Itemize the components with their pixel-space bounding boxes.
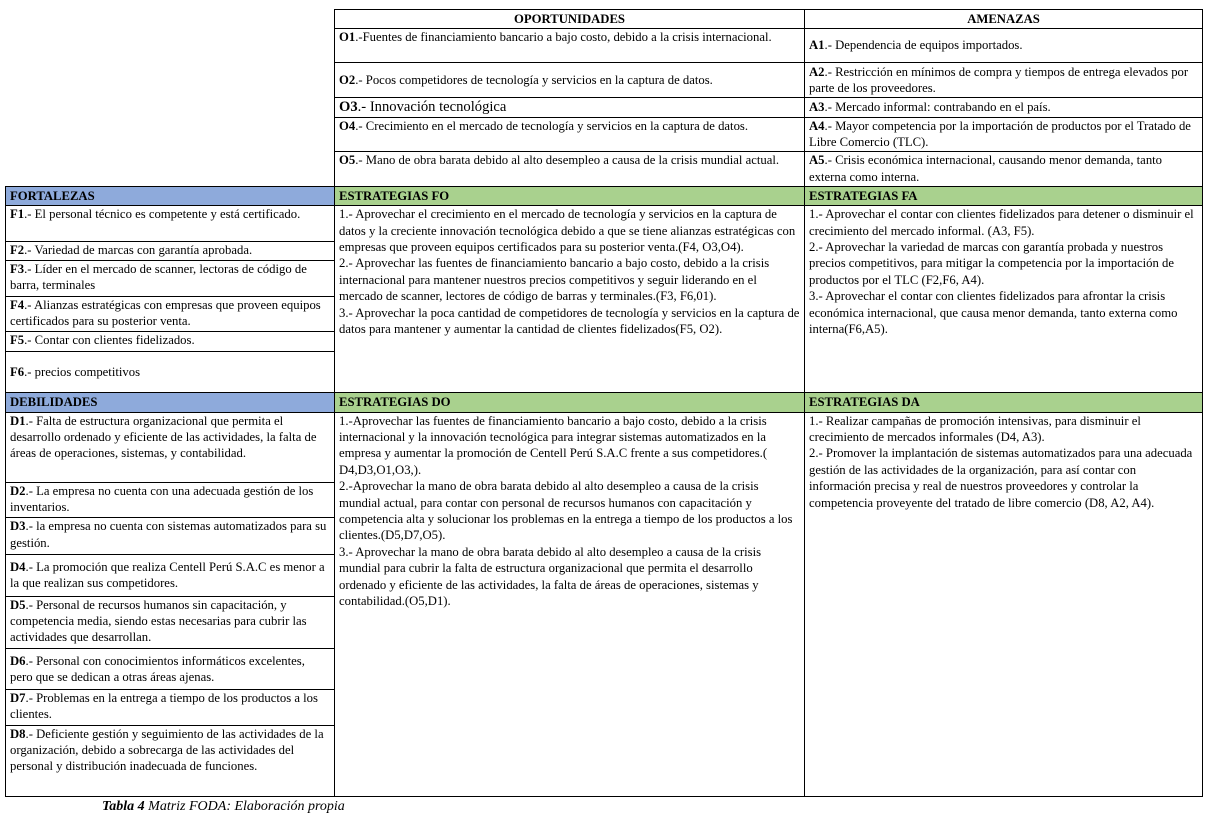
strategy-fa-1: 1.- Aprovechar el contar con clientes fidelizados para detener o disminuir el crecimiento del mercado informal. (A3, F5). <box>809 207 1194 238</box>
estrategias-fa-body <box>805 206 1203 393</box>
threat-a5: A5.- Crisis económica internacional, causando menor demanda, tanto externa como interna. <box>805 152 1203 187</box>
estrategias-da-header: ESTRATEGIAS DA <box>805 393 1203 412</box>
weakness-d1: D1.- Falta de estructura organizacional que permita el desarrollo ordenado y eficiente de las actividades, la falta de áreas de operaciones, sistemas, y contabilidad. <box>6 412 335 482</box>
opportunity-o5: O5.- Mano de obra barata debido al alto desempleo a causa de la crisis mundial actual. <box>335 152 805 187</box>
foda-matrix-table <box>5 9 1203 797</box>
strategy-fa-2: 2.- Aprovechar la variedad de marcas con garantía probada y nuestros precios competitivos, para mitigar la competencia por la importación de productos por el TLC (F2,F6, A4). <box>809 240 1174 287</box>
strategy-da-1: 1.- Realizar campañas de promoción intensivas, para disminuir el crecimiento de mercados informales (D4, A3). <box>809 413 1141 444</box>
weakness-d5: D5.- Personal de recursos humanos sin capacitación, y competencia media, siendo estas necesarias para cubrir las actividades que desarrollan. <box>6 596 335 649</box>
estrategias-fo-body <box>335 206 805 393</box>
strength-f5: F5.- Contar con clientes fidelizados. <box>6 332 335 351</box>
weakness-d4: D4.- La promoción que realiza Centell Perú S.A.C es menor a la que realizan sus competidores. <box>6 554 335 596</box>
strength-f6: F6.- precios competitivos <box>6 351 335 393</box>
strategy-fa-3: 3.- Aprovechar el contar con clientes fidelizados para afrontar la crisis económica internacional, que causa menor demanda, tanto externa como interna(F6,A5). <box>809 289 1178 337</box>
opportunity-o3: O3.- Innovación tecnológica <box>335 98 805 117</box>
strategy-fo-3: 3.- Aprovechar la poca cantidad de competidores de tecnología y servicios en la captura de datos para mantener y aumentar la cantidad de clientes fidelizados(F5, O2). <box>339 305 800 337</box>
estrategias-do-body <box>335 412 805 796</box>
threat-a1: A1.- Dependencia de equipos importados. <box>805 29 1203 63</box>
strategy-do-3: 3.- Aprovechar la mano de obra barata debido al alto desempleo a causa de la crisis mundial para cubrir la falta de estructura organizacional que permita el desarrollo ordenado y eficiente de las actividades, la falta de áreas de operaciones, sistemas y contabilidad.(O5,D1). <box>339 544 762 609</box>
fortalezas-header: FORTALEZAS <box>6 186 335 205</box>
weakness-d2: D2.- La empresa no cuenta con una adecuada gestión de los inventarios. <box>6 482 335 518</box>
threat-a2: A2.- Restricción en mínimos de compra y tiempos de entrega elevados por parte de los proveedores. <box>805 62 1203 98</box>
strategy-da-2: 2.- Promover la implantación de sistemas automatizados para una adecuada gestión de las actividades de la organización, para así contar con información precisa y real de nuestros proveedores y controlar la competencia proveyente del tratado de libre comercio (D8, A2, A4). <box>809 446 1193 510</box>
threat-a3: A3.- Mercado informal: contrabando en el país. <box>805 98 1203 117</box>
caption-label: Tabla 4 <box>102 799 145 814</box>
debilidades-header: DEBILIDADES <box>6 393 335 412</box>
strategy-do-2: 2.-Aprovechar la mano de obra barata debido al alto desempleo a causa de la crisis mundial actual, para contar con personal de recursos humanos con capacitación y competencia alta y solucionar los problemas en la entrega a tiempo de los productos a los clientes.(D5,D7,O5). <box>339 479 793 543</box>
weakness-d8: D8.- Deficiente gestión y seguimiento de las actividades de la organización, debido a sobrecarga de las actividades del personal y distribución inadecuada de funciones. <box>6 725 335 796</box>
strength-f2: F2.- Variedad de marcas con garantía aprobada. <box>6 241 335 260</box>
strategy-fo-2: 2.- Aprovechar las fuentes de financiamiento bancario a bajo costo, debido a la crisis internacional para mantener nuestros precios competitivos y seguir liderando en el mercado de scanner, lectores de código de barras y terminales.(F3, F6,01). <box>339 256 770 304</box>
weakness-d7: D7.- Problemas en la entrega a tiempo de los productos a los clientes. <box>6 690 335 726</box>
estrategias-fa-header: ESTRATEGIAS FA <box>805 186 1203 205</box>
amenazas-header: AMENAZAS <box>805 10 1203 29</box>
threat-a4: A4.- Mayor competencia por la importación de productos por el Tratado de Libre Comercio (TLC). <box>805 117 1203 152</box>
strength-f3: F3.- Líder en el mercado de scanner, lectoras de código de barra, terminales <box>6 261 335 297</box>
estrategias-da-body <box>805 412 1203 796</box>
blank-corner-cell <box>6 10 335 187</box>
oportunidades-header: OPORTUNIDADES <box>335 10 805 29</box>
table-caption <box>102 799 345 815</box>
caption-text: Matriz FODA: Elaboración propia <box>144 799 345 814</box>
weakness-d6: D6.- Personal con conocimientos informáticos excelentes, pero que se dedican a otras áreas ajenas. <box>6 649 335 690</box>
strategy-fo-1: 1.- Aprovechar el crecimiento en el mercado de tecnología y servicios en la captura de datos y la creciente innovación tecnológica debido a que se tiene alianzas estratégicas con empresas que proveen equipos certificados para su posterior venta.(F4, O3,O4). <box>339 207 796 254</box>
strategy-do-1: 1.-Aprovechar las fuentes de financiamiento bancario a bajo costo, debido a la crisis internacional y la innovación tecnológica para integrar sistemas automatizados en la empresa y aumentar la promoción de Centell Perú S.A.C frente a sus competidores.( D4,D3,O1,O3,). <box>339 413 768 477</box>
opportunity-o1: O1.-Fuentes de financiamiento bancario a bajo costo, debido a la crisis internacional. <box>335 29 805 63</box>
estrategias-do-header: ESTRATEGIAS DO <box>335 393 805 412</box>
opportunity-o2: O2.- Pocos competidores de tecnología y servicios en la captura de datos. <box>335 62 805 98</box>
strength-f4: F4.- Alianzas estratégicas con empresas que proveen equipos certificados para su posterior venta. <box>6 296 335 332</box>
estrategias-fo-header: ESTRATEGIAS FO <box>335 186 805 205</box>
opportunity-o4: O4.- Crecimiento en el mercado de tecnología y servicios en la captura de datos. <box>335 117 805 152</box>
strength-f1: F1.- El personal técnico es competente y está certificado. <box>6 206 335 242</box>
weakness-d3: D3.- la empresa no cuenta con sistemas automatizados para su gestión. <box>6 518 335 555</box>
